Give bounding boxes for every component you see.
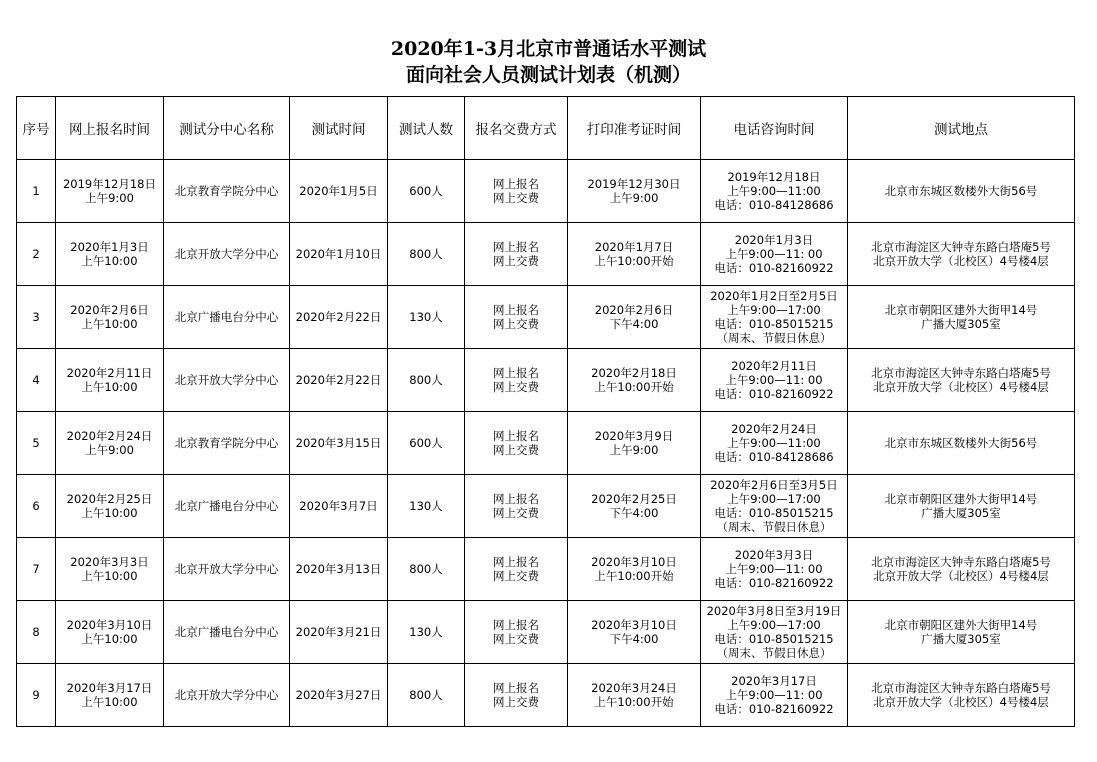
cell-registration-time: 2020年3月3日 上午10:00 <box>56 538 164 601</box>
cell-test-time: 2020年2月22日 <box>290 349 388 412</box>
cell-test-location: 北京市海淀区大钟寺东路白塔庵5号 北京开放大学（北校区）4号楼4层 <box>848 349 1075 412</box>
cell-payment-method: 网上报名 网上交费 <box>465 286 568 349</box>
cell-print-ticket-time: 2020年3月10日 下午4:00 <box>568 601 701 664</box>
title-line-2: 面向社会人员测试计划表（机测） <box>405 64 691 86</box>
header-test-time: 测试时间 <box>290 97 388 160</box>
cell-print-ticket-time: 2020年3月10日 上午10:00开始 <box>568 538 701 601</box>
cell-phone-consult: 2020年3月8日至3月19日 上午9:00—17:00 电话：010-85015215 （周末、节假日休息） <box>701 601 848 664</box>
cell-payment-method: 网上报名 网上交费 <box>465 538 568 601</box>
cell-print-ticket-time: 2020年3月24日 上午10:00开始 <box>568 664 701 727</box>
cell-test-location: 北京市朝阳区建外大街甲14号 广播大厦305室 <box>848 286 1075 349</box>
cell-phone-consult: 2019年12月18日 上午9:00—11:00 电话：010-84128686 <box>701 160 848 223</box>
cell-test-count: 600人 <box>388 412 465 475</box>
cell-test-count: 130人 <box>388 601 465 664</box>
cell-payment-method: 网上报名 网上交费 <box>465 475 568 538</box>
cell-seq: 1 <box>17 160 56 223</box>
table-row <box>17 475 1075 538</box>
cell-test-time: 2020年1月5日 <box>290 160 388 223</box>
cell-test-time: 2020年1月10日 <box>290 223 388 286</box>
cell-payment-method: 网上报名 网上交费 <box>465 664 568 727</box>
cell-print-ticket-time: 2020年2月18日 上午10:00开始 <box>568 349 701 412</box>
cell-test-count: 800人 <box>388 223 465 286</box>
cell-center-name: 北京教育学院分中心 <box>164 160 290 223</box>
cell-print-ticket-time: 2020年2月25日 下午4:00 <box>568 475 701 538</box>
cell-registration-time: 2019年12月18日 上午9:00 <box>56 160 164 223</box>
cell-center-name: 北京广播电台分中心 <box>164 286 290 349</box>
cell-seq: 2 <box>17 223 56 286</box>
table-row <box>17 538 1075 601</box>
cell-test-count: 130人 <box>388 475 465 538</box>
cell-center-name: 北京开放大学分中心 <box>164 349 290 412</box>
header-registration-time: 网上报名时间 <box>56 97 164 160</box>
cell-phone-consult: 2020年1月3日 上午9:00—11: 00 电话：010-82160922 <box>701 223 848 286</box>
cell-test-time: 2020年3月27日 <box>290 664 388 727</box>
cell-seq: 4 <box>17 349 56 412</box>
table-row <box>17 349 1075 412</box>
header-phone-consult-time: 电话咨询时间 <box>701 97 848 160</box>
cell-test-location: 北京市朝阳区建外大街甲14号 广播大厦305室 <box>848 475 1075 538</box>
cell-test-time: 2020年3月21日 <box>290 601 388 664</box>
header-test-location: 测试地点 <box>848 97 1075 160</box>
table-row <box>17 286 1075 349</box>
cell-registration-time: 2020年2月25日 上午10:00 <box>56 475 164 538</box>
cell-test-time: 2020年3月15日 <box>290 412 388 475</box>
cell-test-count: 800人 <box>388 664 465 727</box>
cell-registration-time: 2020年1月3日 上午10:00 <box>56 223 164 286</box>
header-print-ticket-time: 打印准考证时间 <box>568 97 701 160</box>
header-payment-method: 报名交费方式 <box>465 97 568 160</box>
cell-test-time: 2020年3月7日 <box>290 475 388 538</box>
cell-test-location: 北京市海淀区大钟寺东路白塔庵5号 北京开放大学（北校区）4号楼4层 <box>848 664 1075 727</box>
cell-phone-consult: 2020年3月17日 上午9:00—11: 00 电话：010-82160922 <box>701 664 848 727</box>
cell-seq: 7 <box>17 538 56 601</box>
cell-center-name: 北京广播电台分中心 <box>164 475 290 538</box>
cell-test-location: 北京市海淀区大钟寺东路白塔庵5号 北京开放大学（北校区）4号楼4层 <box>848 538 1075 601</box>
table-row <box>17 664 1075 727</box>
cell-center-name: 北京开放大学分中心 <box>164 538 290 601</box>
cell-phone-consult: 2020年2月6日至3月5日 上午9:00—17:00 电话：010-85015215 （周末、节假日休息） <box>701 475 848 538</box>
cell-payment-method: 网上报名 网上交费 <box>465 412 568 475</box>
cell-test-count: 800人 <box>388 538 465 601</box>
cell-seq: 9 <box>17 664 56 727</box>
cell-phone-consult: 2020年2月24日 上午9:00—11:00 电话：010-84128686 <box>701 412 848 475</box>
cell-test-count: 130人 <box>388 286 465 349</box>
table-row <box>17 601 1075 664</box>
cell-seq: 5 <box>17 412 56 475</box>
cell-test-location: 北京市朝阳区建外大街甲14号 广播大厦305室 <box>848 601 1075 664</box>
table-row <box>17 223 1075 286</box>
cell-payment-method: 网上报名 网上交费 <box>465 601 568 664</box>
cell-phone-consult: 2020年3月3日 上午9:00—11: 00 电话：010-82160922 <box>701 538 848 601</box>
test-schedule-table <box>16 96 1075 727</box>
cell-phone-consult: 2020年2月11日 上午9:00—11: 00 电话：010-82160922 <box>701 349 848 412</box>
title-line-1: 2020年1-3月北京市普通话水平测试 <box>390 38 707 60</box>
cell-registration-time: 2020年3月10日 上午10:00 <box>56 601 164 664</box>
cell-center-name: 北京开放大学分中心 <box>164 223 290 286</box>
header-test-count: 测试人数 <box>388 97 465 160</box>
cell-seq: 6 <box>17 475 56 538</box>
cell-test-count: 800人 <box>388 349 465 412</box>
document-title <box>0 36 1097 88</box>
table-header-row <box>17 97 1075 160</box>
cell-test-location: 北京市东城区数楼外大街56号 <box>848 160 1075 223</box>
cell-registration-time: 2020年2月24日 上午9:00 <box>56 412 164 475</box>
cell-test-location: 北京市东城区数楼外大街56号 <box>848 412 1075 475</box>
cell-test-count: 600人 <box>388 160 465 223</box>
cell-print-ticket-time: 2019年12月30日 上午9:00 <box>568 160 701 223</box>
cell-registration-time: 2020年2月11日 上午10:00 <box>56 349 164 412</box>
cell-print-ticket-time: 2020年1月7日 上午10:00开始 <box>568 223 701 286</box>
cell-test-location: 北京市海淀区大钟寺东路白塔庵5号 北京开放大学（北校区）4号楼4层 <box>848 223 1075 286</box>
cell-center-name: 北京教育学院分中心 <box>164 412 290 475</box>
header-seq: 序号 <box>17 97 56 160</box>
cell-center-name: 北京开放大学分中心 <box>164 664 290 727</box>
cell-center-name: 北京广播电台分中心 <box>164 601 290 664</box>
cell-phone-consult: 2020年1月2日至2月5日 上午9:00—17:00 电话：010-85015215 （周末、节假日休息） <box>701 286 848 349</box>
cell-print-ticket-time: 2020年2月6日 下午4:00 <box>568 286 701 349</box>
cell-seq: 8 <box>17 601 56 664</box>
cell-print-ticket-time: 2020年3月9日 上午9:00 <box>568 412 701 475</box>
cell-registration-time: 2020年3月17日 上午10:00 <box>56 664 164 727</box>
table-row <box>17 160 1075 223</box>
table-row <box>17 412 1075 475</box>
cell-payment-method: 网上报名 网上交费 <box>465 349 568 412</box>
cell-test-time: 2020年3月13日 <box>290 538 388 601</box>
cell-payment-method: 网上报名 网上交费 <box>465 160 568 223</box>
cell-test-time: 2020年2月22日 <box>290 286 388 349</box>
cell-seq: 3 <box>17 286 56 349</box>
header-center-name: 测试分中心名称 <box>164 97 290 160</box>
cell-registration-time: 2020年2月6日 上午10:00 <box>56 286 164 349</box>
cell-payment-method: 网上报名 网上交费 <box>465 223 568 286</box>
